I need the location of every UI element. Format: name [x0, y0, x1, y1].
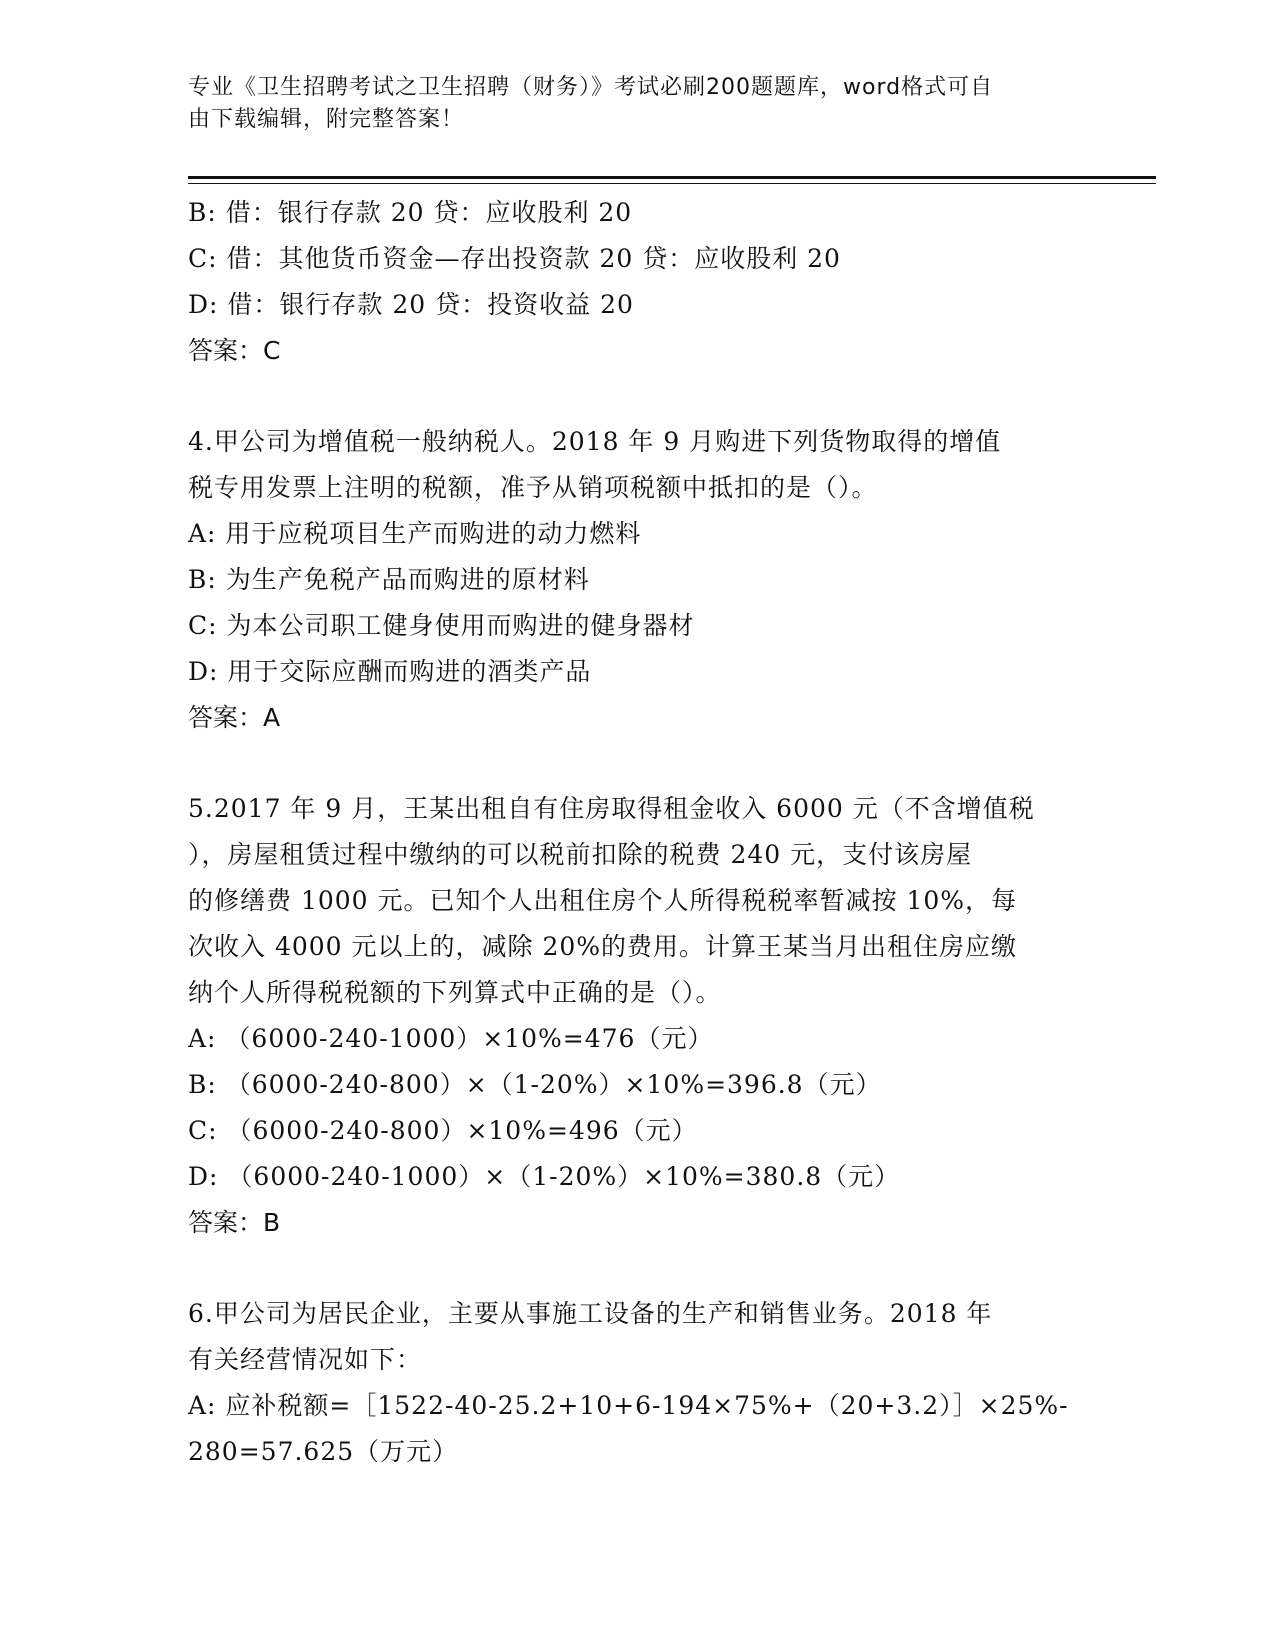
option-a-continued: 280=57.625（万元）	[188, 1437, 459, 1466]
question-stem-line: 6.甲公司为居民企业，主要从事施工设备的生产和销售业务。2018 年	[188, 1299, 993, 1328]
answer-line: 答案：B	[188, 1208, 281, 1237]
header-rule-thin	[188, 183, 1156, 184]
answer-line: 答案：C	[188, 336, 281, 365]
question-stem-line: 有关经营情况如下：	[188, 1345, 423, 1374]
option-b: B: 借：银行存款 20 贷：应收股利 20	[188, 198, 633, 227]
question-3-fragment	[188, 190, 1088, 374]
option-b: B: 为生产免税产品而购进的原材料	[188, 565, 590, 594]
option-d: D: （6000-240-1000）×（1-20%）×10%=380.8（元）	[188, 1162, 901, 1191]
option-a: A: 用于应税项目生产而购进的动力燃料	[188, 519, 642, 548]
option-a: A: （6000-240-1000）×10%=476（元）	[188, 1024, 714, 1053]
question-gap	[188, 374, 1088, 419]
question-6	[188, 1291, 1088, 1475]
header-rule-thick	[188, 176, 1156, 179]
question-stem-line: 的修缮费 1000 元。已知个人出租住房个人所得税税率暂减按 10%，每	[188, 886, 1018, 915]
option-d: D: 用于交际应酬而购进的酒类产品	[188, 657, 592, 686]
question-gap	[188, 741, 1088, 786]
header-line-2: 由下载编辑，附完整答案！	[188, 107, 465, 132]
question-stem-line: 4.甲公司为增值税一般纳税人。2018 年 9 月购进下列货物取得的增值	[188, 427, 1002, 456]
question-stem-line: ），房屋租赁过程中缴纳的可以税前扣除的税费 240 元，支付该房屋	[188, 840, 973, 869]
question-stem-line: 税专用发票上注明的税额，准予从销项税额中抵扣的是（）。	[188, 473, 878, 502]
option-c: C: （6000-240-800）×10%=496（元）	[188, 1116, 698, 1145]
option-c: C: 借：其他货币资金—存出投资款 20 贷：应收股利 20	[188, 244, 841, 273]
option-c: C: 为本公司职工健身使用而购进的健身器材	[188, 611, 695, 640]
question-stem-line: 次收入 4000 元以上的，减除 20%的费用。计算王某当月出租住房应缴	[188, 932, 1018, 961]
header-line-1: 专业《卫生招聘考试之卫生招聘（财务）》考试必刷200题题库，word格式可自	[188, 75, 994, 100]
question-stem-line: 纳个人所得税税额的下列算式中正确的是（）。	[188, 978, 722, 1007]
answer-line: 答案：A	[188, 703, 281, 732]
question-4	[188, 419, 1088, 741]
option-a: A: 应补税额=［1522-40-25.2+10+6-194×75%+（20+3.2）］×25%-	[188, 1391, 1069, 1420]
question-stem-line: 5.2017 年 9 月，王某出租自有住房取得租金收入 6000 元（不含增值税	[188, 794, 1035, 823]
option-d: D: 借：银行存款 20 贷：投资收益 20	[188, 290, 634, 319]
question-gap	[188, 1246, 1088, 1291]
question-5	[188, 786, 1088, 1246]
page-header	[188, 72, 1068, 136]
option-b: B: （6000-240-800）×（1-20%）×10%=396.8（元）	[188, 1070, 882, 1099]
document-body	[188, 190, 1088, 1475]
